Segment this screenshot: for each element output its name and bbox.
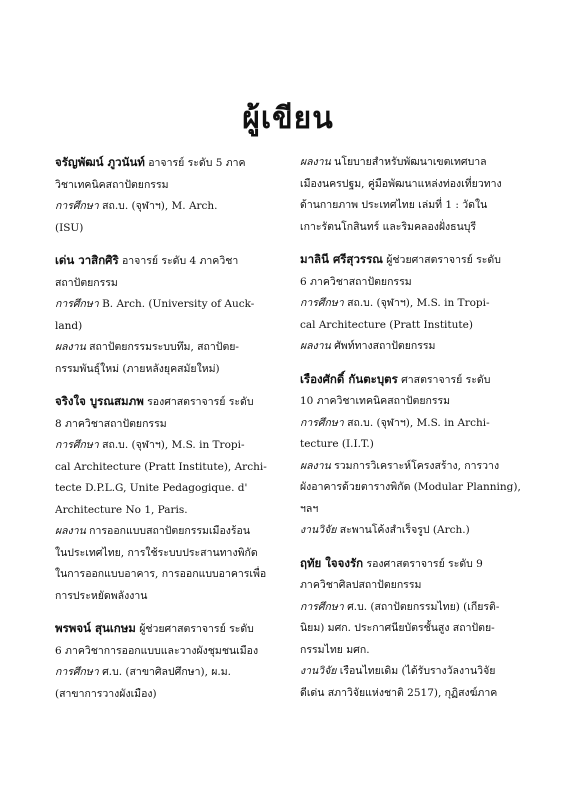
entry-line: [55, 273, 291, 295]
line-text: รวมการวิเคราะห์โครงสร้าง, การวาง: [334, 459, 500, 472]
author-name: พรพจน์ สุนเกษม: [55, 621, 136, 635]
author-name: มาลินี ศรีสุวรรณ: [300, 252, 383, 266]
line-text: B. Arch. (University of Auck-: [102, 298, 255, 310]
line-text: ศ.บ. (สถาปัตยกรรมไทย) (เกียรติ-: [347, 600, 500, 613]
field-tag: ผลงาน: [300, 340, 331, 352]
line-text: สถาปัตยกรรมระบบทึม, สถาปัตย-: [89, 341, 239, 353]
line-text: tecture (I.I.T.): [300, 438, 374, 450]
author-entry: [55, 618, 291, 705]
author-entry: [300, 249, 540, 358]
entry-line: [300, 661, 540, 683]
line-text: ฯลฯ: [300, 502, 319, 515]
line-text: tecte D.P.L.G, Unite Pedagogique. d': [55, 482, 248, 494]
line-text: เกาะรัตนโกสินทร์ และริมคลองฝั่งธนบุรี: [300, 220, 477, 233]
entry-line: [300, 391, 540, 413]
line-text: ศัพท์ทางสถาปัตยกรรม: [334, 340, 436, 352]
line-text: cal Architecture (Pratt Institute): [300, 318, 473, 331]
entry-line: [55, 250, 291, 273]
field-tag: การศึกษา: [55, 200, 99, 212]
line-text: (สาขาการวางผังเมือง): [55, 687, 157, 700]
entry-line: [300, 553, 540, 576]
entry-line: [300, 369, 540, 392]
author-entry: [55, 152, 291, 239]
line-text: cal Architecture (Pratt Institute), Archi-: [55, 460, 267, 473]
line-text: 10 ภาควิชาเทคนิคสถาปัตยกรรม: [300, 395, 451, 407]
field-tag: ผลงาน: [55, 341, 86, 353]
author-entry: [300, 369, 540, 542]
line-text: รองศาสตราจารย์ ระดับ 9: [366, 557, 483, 570]
entry-line: [300, 575, 540, 597]
entry-line: [300, 249, 540, 272]
entry-line: [55, 586, 291, 608]
line-text: 6 ภาควิชาสถาปัตยกรรม: [300, 275, 412, 288]
entry-line: [300, 456, 540, 478]
line-text: การออกแบบสถาปัตยกรรมเมืองร้อน: [89, 525, 251, 537]
entry-line: [300, 597, 540, 619]
author-name: เด่น วาสิกศิริ: [55, 253, 119, 267]
entry-line: [55, 500, 291, 522]
line-text: สถาปัตยกรรม: [55, 276, 118, 289]
field-tag: การศึกษา: [55, 298, 99, 310]
line-text: นิยม) มศก. ประกาศนียบัตรชั้นสูง สถาปัตย-: [300, 622, 495, 634]
entry-line: [55, 662, 291, 684]
line-text: สะพานโค้งสำเร็จรูป (Arch.): [339, 524, 470, 536]
entry-line: [300, 413, 540, 435]
entry-line: [55, 316, 291, 338]
entry-line: [55, 196, 291, 218]
entry-line: [55, 457, 291, 479]
line-text: ภาควิชาศิลปสถาปัตยกรรม: [300, 579, 422, 591]
entry-line: [300, 315, 540, 337]
entry-line: [55, 435, 291, 457]
field-tag: การศึกษา: [55, 439, 99, 451]
entry-line: [55, 641, 291, 663]
entry-line: [300, 434, 540, 456]
entry-line: [55, 521, 291, 543]
line-text: กรรมไทย มศก.: [300, 643, 370, 656]
entry-line: [300, 477, 540, 499]
entry-line: [55, 391, 291, 414]
line-text: ในประเทศไทย, การใช้ระบบประสานทางพิกัด: [55, 546, 258, 559]
author-entry: [55, 391, 291, 607]
entry-line: [300, 336, 540, 358]
right-column: [300, 152, 540, 715]
field-tag: ผลงาน: [300, 156, 331, 168]
field-tag: การศึกษา: [300, 416, 344, 429]
field-tag: งานวิจัย: [300, 665, 337, 677]
field-tag: ผลงาน: [300, 459, 331, 472]
line-text: การประหยัดพลังงาน: [55, 589, 148, 602]
entry-line: [55, 564, 291, 586]
author-name: จริงใจ บูรณสมภพ: [55, 394, 144, 408]
entry-line: [300, 272, 540, 294]
line-text: ดีเด่น สภาวิจัยแห่งชาติ 2517), กุฏิสงฆ์ภาค: [300, 686, 498, 699]
line-text: สถ.บ. (จุฬาฯ), M.S. in Tropi-: [347, 297, 490, 309]
author-name: ฤทัย ใจจงรัก: [300, 555, 364, 570]
line-text: 6 ภาควิชาการออกแบบและวางผังชุมชนเมือง: [55, 644, 259, 657]
line-text: อาจารย์ ระดับ 4 ภาควิชา: [121, 255, 239, 267]
entry-line: [300, 618, 540, 640]
line-text: เรือนไทยเดิม (ได้รับรางวัลงานวิจัย: [339, 665, 496, 677]
entry-line: [55, 478, 291, 500]
author-name: เรืองศักดิ์ กันตะบุตร: [300, 371, 398, 386]
line-text: ผู้ช่วยศาสตราจารย์ ระดับ: [386, 254, 501, 266]
line-text: สถ.บ. (จุฬาฯ), M.S. in Archi-: [347, 416, 490, 429]
page-title: ผู้เขียน: [242, 101, 334, 136]
field-tag: งานวิจัย: [300, 524, 337, 536]
entry-line: [300, 499, 540, 521]
author-entry: [55, 250, 291, 380]
author-entry: [300, 553, 540, 705]
entry-line: [55, 175, 291, 197]
line-text: ด้านกายภาพ ประเทศไทย เล่มที่ 1 : วัดใน: [300, 199, 488, 211]
field-tag: การศึกษา: [55, 666, 99, 678]
line-text: เมืองนครปฐม, คู่มือพัฒนาแหล่งท่องเที่ยวทาง: [300, 177, 502, 190]
author-name: จรัญพัฒน์ ภูวนันท์: [55, 155, 145, 169]
line-text: (ISU): [55, 221, 84, 234]
field-tag: การศึกษา: [300, 297, 344, 309]
author-entry: [300, 152, 540, 238]
field-tag: ผลงาน: [55, 525, 86, 537]
line-text: land): [55, 319, 83, 332]
entry-line: [55, 414, 291, 436]
entry-line: [300, 174, 540, 196]
left-column: [55, 152, 291, 716]
line-text: สถ.บ. (จุฬาฯ), M. Arch.: [102, 200, 218, 212]
entry-line: [55, 359, 291, 381]
entry-line: [55, 543, 291, 565]
entry-line: [300, 217, 540, 239]
entry-line: [55, 218, 291, 240]
entry-line: [55, 152, 291, 175]
line-text: รองศาสตราจารย์ ระดับ: [147, 396, 254, 408]
entry-line: [55, 684, 291, 706]
field-tag: การศึกษา: [300, 600, 344, 613]
entry-line: [300, 195, 540, 217]
entry-line: [55, 618, 291, 641]
entry-line: [55, 337, 291, 359]
line-text: สถ.บ. (จุฬาฯ), M.S. in Tropi-: [102, 439, 245, 451]
line-text: ผู้ช่วยศาสตราจารย์ ระดับ: [139, 623, 254, 635]
line-text: 8 ภาควิชาสถาปัตยกรรม: [55, 417, 167, 430]
entry-line: [300, 640, 540, 662]
line-text: อาจารย์ ระดับ 5 ภาค: [148, 157, 246, 169]
line-text: Architecture No 1, Paris.: [55, 503, 188, 516]
line-text: นโยบายสำหรับพัฒนาเขตเทศบาล: [334, 156, 487, 168]
line-text: วิชาเทคนิคสถาปัตยกรรม: [55, 178, 169, 191]
entry-line: [55, 294, 291, 316]
line-text: ศ.บ. (สาขาศิลปศึกษา), ผ.ม.: [102, 666, 232, 678]
line-text: ผังอาคารด้วยตารางพิกัด (Modular Planning),: [300, 481, 521, 493]
entry-line: [300, 520, 540, 542]
entry-line: [300, 152, 540, 174]
line-text: กรรมพันธุ์ใหม่ (ภายหลังยุคสมัยใหม่): [55, 362, 220, 375]
entry-line: [300, 683, 540, 705]
line-text: ในการออกแบบอาคาร, การออกแบบอาคารเพื่อ: [55, 568, 267, 580]
entry-line: [300, 293, 540, 315]
line-text: ศาสตราจารย์ ระดับ: [401, 373, 491, 386]
